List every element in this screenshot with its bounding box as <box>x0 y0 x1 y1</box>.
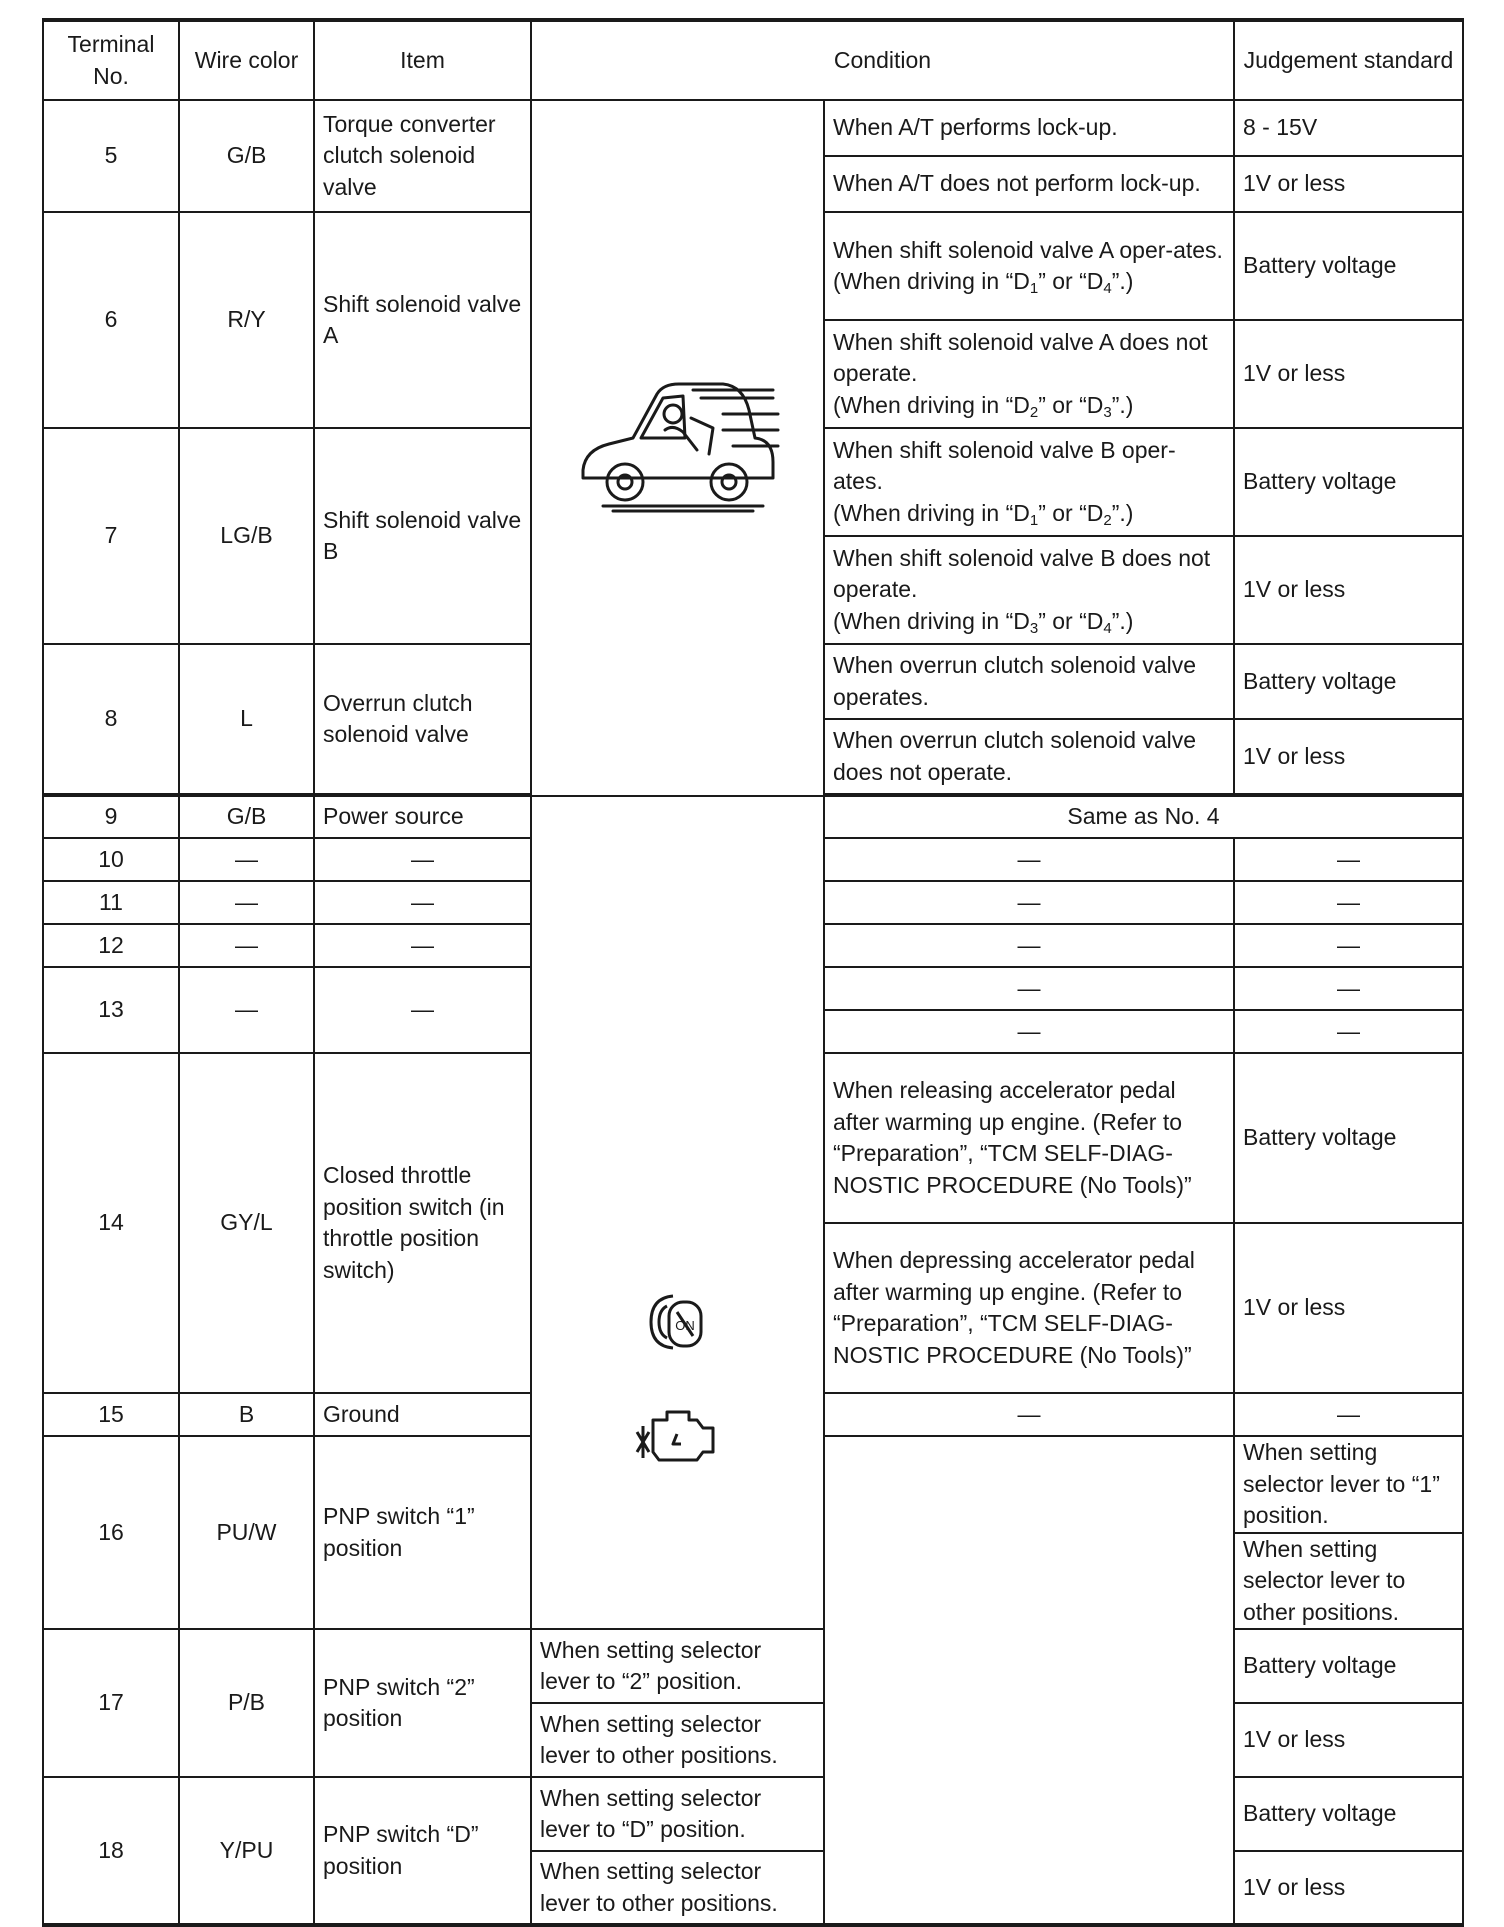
condition-sub: (When driving in “$D_3$” or “$D_4$”.) <box>833 607 1134 637</box>
terminal-no: 15 <box>43 1393 179 1436</box>
terminal-no: 6 <box>43 212 179 428</box>
wire-color: R/Y <box>179 212 314 428</box>
condition-text: When depressing accelerator pedal after warming up engine. (Refer to “Preparation”, “TCM SELF-DIAG-NOSTIC PROCEDURE (No Tools)” <box>824 1223 1234 1393</box>
condition-text: When A/T does not perform lock-up. <box>824 156 1234 212</box>
judgement-value: — <box>1234 967 1463 1010</box>
condition-text: When setting selector lever to “2” position. <box>531 1629 824 1703</box>
driving-condition-cell <box>531 100 824 796</box>
judgement-value: 1V or less <box>1234 156 1463 212</box>
condition-main: When shift solenoid valve A does not operate. <box>833 328 1208 387</box>
condition-text: — <box>824 924 1234 967</box>
item-name: Ground <box>314 1393 531 1436</box>
table-row <box>43 796 1463 838</box>
judgement-value: — <box>1234 881 1463 924</box>
judgement-value: Battery voltage <box>1234 212 1463 320</box>
judgement-value: Battery voltage <box>1234 1629 1463 1703</box>
table-row <box>43 1777 1463 1851</box>
wire-color: LG/B <box>179 428 314 644</box>
ignition-engine-condition-cell <box>531 796 824 1629</box>
table-header-row <box>43 20 1463 100</box>
table-row <box>43 1629 1463 1703</box>
condition-main: When shift solenoid valve A oper-ates. <box>833 236 1223 263</box>
terminal-no: 10 <box>43 838 179 881</box>
judgement-value: — <box>1234 924 1463 967</box>
condition-text: — <box>824 1010 1234 1053</box>
table-row <box>43 100 1463 156</box>
condition-text <box>824 320 1234 428</box>
judgement-value: 1V or less <box>1234 1851 1463 1925</box>
condition-text: When setting selector lever to “D” position. <box>531 1777 824 1851</box>
terminal-no: 5 <box>43 100 179 212</box>
wire-color: B <box>179 1393 314 1436</box>
condition-sub: (When driving in “$D_1$” or “$D_4$”.) <box>833 268 1134 297</box>
tcm-terminal-table <box>42 18 1464 1927</box>
judgement-value: — <box>1234 838 1463 881</box>
condition-text <box>824 212 1234 320</box>
judgement-value: Battery voltage <box>1234 644 1463 719</box>
terminal-no: 14 <box>43 1053 179 1393</box>
condition-text <box>824 536 1234 644</box>
condition-text: — <box>824 838 1234 881</box>
judgement-value: Battery voltage <box>1234 428 1463 536</box>
condition-text: — <box>824 881 1234 924</box>
header-wire-color: Wire color <box>179 20 314 100</box>
condition-text: When setting selector lever to other positions. <box>1234 1533 1463 1630</box>
condition-text: When overrun clutch solenoid valve operates. <box>824 644 1234 719</box>
condition-text: When setting selector lever to “1” position. <box>1234 1436 1463 1533</box>
terminal-no: 17 <box>43 1629 179 1777</box>
item-name: Power source <box>314 796 531 838</box>
terminal-no: 12 <box>43 924 179 967</box>
item-name: Shift solenoid valve A <box>314 212 531 428</box>
item-name: — <box>314 838 531 881</box>
same-as-no4: Same as No. 4 <box>824 796 1463 838</box>
header-item: Item <box>314 20 531 100</box>
condition-main: When shift solenoid valve B does not operate. <box>833 544 1211 603</box>
condition-text: When releasing accelerator pedal after warming up engine. (Refer to “Preparation”, “TCM SELF-DIAG-NOSTIC PROCEDURE (No Tools)” <box>824 1053 1234 1223</box>
judgement-value: 8 - 15V <box>1234 100 1463 156</box>
ignition-on-icon <box>643 1288 713 1367</box>
terminal-no: 13 <box>43 967 179 1053</box>
terminal-table-sheet <box>42 18 1462 1927</box>
wire-color: L <box>179 644 314 794</box>
wire-color: — <box>179 838 314 881</box>
wire-color: G/B <box>179 100 314 212</box>
condition-text: When overrun clutch solenoid valve does not operate. <box>824 719 1234 794</box>
judgement-value: 1V or less <box>1234 536 1463 644</box>
header-judgement: Judgement standard <box>1234 20 1463 100</box>
item-name: — <box>314 924 531 967</box>
condition-text: When A/T performs lock-up. <box>824 100 1234 156</box>
judgement-value: — <box>1234 1393 1463 1436</box>
judgement-value: 1V or less <box>1234 1703 1463 1777</box>
ignition-engine-condition-cell-cont <box>824 1436 1234 1925</box>
terminal-no: 11 <box>43 881 179 924</box>
item-name: PNP switch “1” position <box>314 1436 531 1629</box>
svg-text:ON: ON <box>674 1318 695 1334</box>
condition-main: When shift solenoid valve B oper-ates. <box>833 436 1176 495</box>
item-name: — <box>314 881 531 924</box>
terminal-no: 18 <box>43 1777 179 1925</box>
terminal-no: 8 <box>43 644 179 794</box>
wire-color: GY/L <box>179 1053 314 1393</box>
terminal-no: 7 <box>43 428 179 644</box>
wire-color: PU/W <box>179 1436 314 1629</box>
header-condition: Condition <box>531 20 1234 100</box>
condition-text: — <box>824 1393 1234 1436</box>
header-terminal: Terminal No. <box>43 20 179 100</box>
condition-sub: (When driving in “$D_1$” or “$D_2$”.) <box>833 499 1134 529</box>
terminal-no: 16 <box>43 1436 179 1629</box>
judgement-value: Battery voltage <box>1234 1053 1463 1223</box>
judgement-value: Battery voltage <box>1234 1777 1463 1851</box>
judgement-value: 1V or less <box>1234 719 1463 794</box>
judgement-value: 1V or less <box>1234 1223 1463 1393</box>
wire-color: Y/PU <box>179 1777 314 1925</box>
item-name: Shift solenoid valve B <box>314 428 531 644</box>
item-name: PNP switch “D” position <box>314 1777 531 1925</box>
car-driving-icon <box>573 374 783 523</box>
engine-running-icon <box>633 1398 723 1477</box>
item-name: Torque converter clutch solenoid valve <box>314 100 531 212</box>
wire-color: — <box>179 881 314 924</box>
judgement-value: 1V or less <box>1234 320 1463 428</box>
terminal-no: 9 <box>43 796 179 838</box>
condition-sub: (When driving in “$D_2$” or “$D_3$”.) <box>833 391 1134 421</box>
condition-text: When setting selector lever to other positions. <box>531 1851 824 1925</box>
wire-color: G/B <box>179 796 314 838</box>
condition-text: — <box>824 967 1234 1010</box>
item-name: Closed throttle position switch (in throttle position switch) <box>314 1053 531 1393</box>
wire-color: — <box>179 967 314 1053</box>
wire-color: P/B <box>179 1629 314 1777</box>
wire-color: — <box>179 924 314 967</box>
condition-text <box>824 428 1234 536</box>
item-name: — <box>314 967 531 1053</box>
condition-text: When setting selector lever to other positions. <box>531 1703 824 1777</box>
item-name: Overrun clutch solenoid valve <box>314 644 531 794</box>
item-name: PNP switch “2” position <box>314 1629 531 1777</box>
judgement-value: — <box>1234 1010 1463 1053</box>
